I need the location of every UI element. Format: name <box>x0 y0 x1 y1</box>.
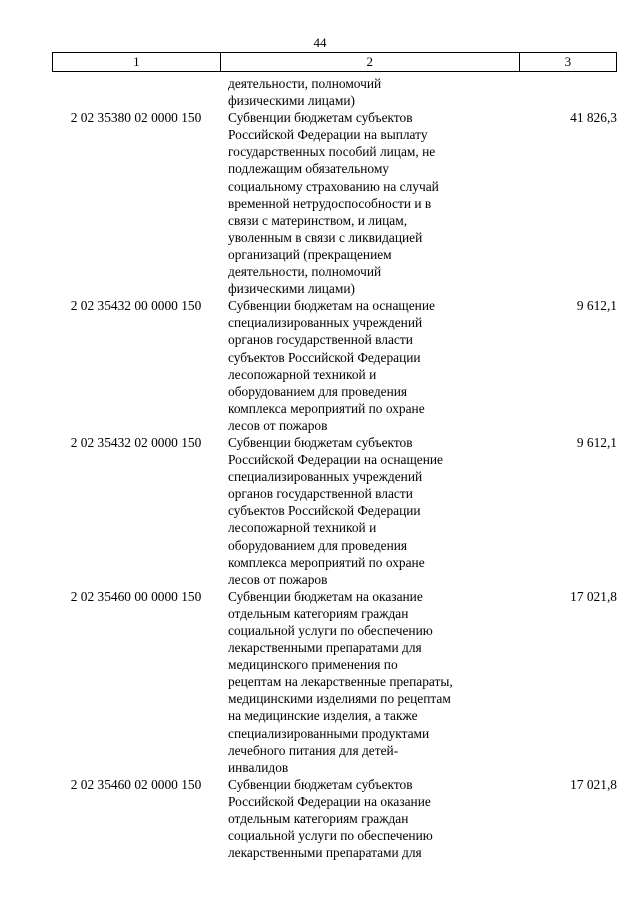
table-row <box>52 434 617 588</box>
row-name: Субвенции бюджетам на оказание отдельным категориям граждан социальной услуги по обеспечению лекарственными препаратами для медицинского применения по рецептам на лекарственные препараты, медицинскими изделиями по рецептам на медицинские изделия, а также специализированными продуктами лечебного питания для детей- инвалидов <box>228 588 453 775</box>
row-code: 2 02 35460 00 0000 150 <box>70 588 202 604</box>
row-name: деятельности, полномочий физическими лицами) <box>228 76 382 109</box>
table-row <box>52 109 617 297</box>
row-name: Субвенции бюджетам субъектов Российской Федерации на оказание отдельным категориям граждан социальной услуги по обеспечению лекарственными препаратами для <box>228 776 433 861</box>
row-amount: 9 612,1 <box>576 434 617 450</box>
column-header-code: 1 <box>53 53 221 72</box>
column-header-name: 2 <box>220 53 519 72</box>
row-code: 2 02 35432 00 0000 150 <box>70 298 202 314</box>
table-body <box>52 75 617 861</box>
row-code: 2 02 35380 02 0000 150 <box>70 110 202 126</box>
row-amount: 17 021,8 <box>570 588 617 604</box>
row-amount: 41 826,3 <box>570 110 617 126</box>
table-row <box>52 297 617 434</box>
table-row <box>52 776 617 861</box>
page-number: 44 <box>313 35 327 50</box>
column-header-amount: 3 <box>519 53 616 72</box>
table-header <box>52 52 617 72</box>
row-code: 2 02 35460 02 0000 150 <box>70 776 202 792</box>
row-name: Субвенции бюджетам субъектов Российской Федерации на оснащение специализированных учреждений органов государственной власти субъектов Российской Федерации лесопожарной техникой и оборудованием для проведения комплекса мероприятий по охране лесов от пожаров <box>228 434 443 587</box>
continuation-row <box>52 75 617 109</box>
row-name: Субвенции бюджетам на оснащение специализированных учреждений органов государственной власти субъектов Российской Федерации лесопожарной техникой и оборудованием для проведения комплекса мероприятий по охране лесов от пожаров <box>228 298 435 433</box>
table-row <box>52 588 617 776</box>
row-amount: 17 021,8 <box>570 776 617 792</box>
row-name: Субвенции бюджетам субъектов Российской Федерации на выплату государственных пособий лицам, не подлежащим обязательному социальному страхованию на случай временной нетрудоспособности и в связи с материнством, и лицам, уволенным в связи с ликвидацией организаций (прекращением деятельности, полномочий физическими лицами) <box>228 110 439 297</box>
row-code: 2 02 35432 02 0000 150 <box>70 434 202 450</box>
row-amount: 9 612,1 <box>576 298 617 314</box>
